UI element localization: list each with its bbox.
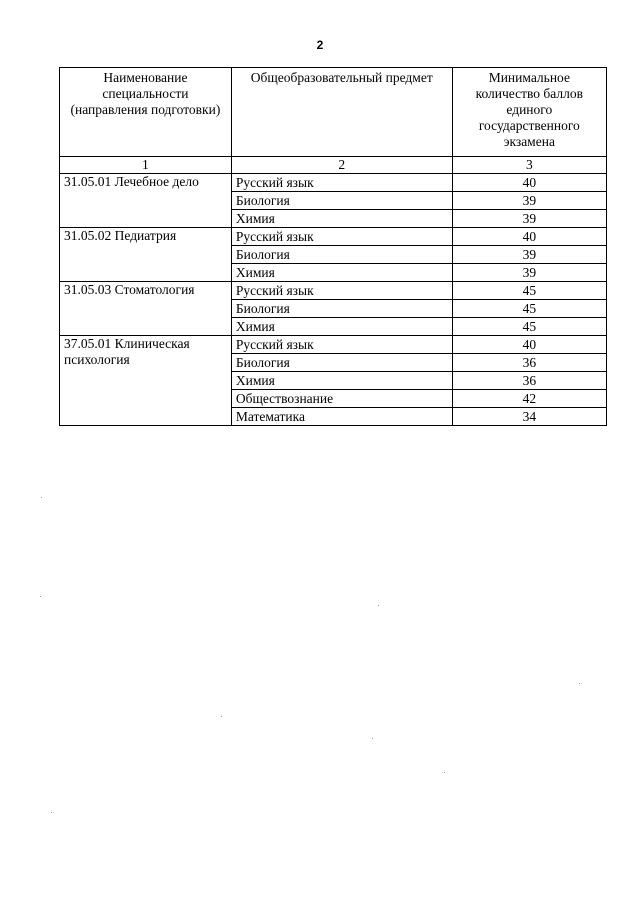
- page-number: 2: [316, 38, 324, 52]
- score-cell: 45: [452, 300, 606, 318]
- scan-speck: [41, 497, 42, 498]
- subject-cell: Математика: [231, 408, 452, 426]
- specialty-cell: 31.05.02 Педиатрия: [60, 228, 232, 282]
- subject-cell: Биология: [231, 354, 452, 372]
- score-cell: 45: [452, 282, 606, 300]
- subject-cell: Русский язык: [231, 282, 452, 300]
- column-number: 1: [60, 157, 232, 174]
- score-cell: 36: [452, 354, 606, 372]
- subject-cell: Русский язык: [231, 174, 452, 192]
- scan-speck: [444, 772, 445, 773]
- column-number: 3: [452, 157, 606, 174]
- column-number-row: [60, 157, 607, 174]
- scan-speck: [579, 683, 580, 684]
- score-cell: 36: [452, 372, 606, 390]
- subject-cell: Химия: [231, 264, 452, 282]
- scan-speck: [372, 738, 373, 739]
- score-cell: 39: [452, 192, 606, 210]
- subject-cell: Химия: [231, 372, 452, 390]
- score-cell: 39: [452, 210, 606, 228]
- column-number: 2: [231, 157, 452, 174]
- score-cell: 40: [452, 174, 606, 192]
- table-row: [60, 228, 607, 246]
- score-cell: 42: [452, 390, 606, 408]
- header-subject: Общеобразовательный предмет: [231, 68, 452, 157]
- specialty-cell: 31.05.01 Лечебное дело: [60, 174, 232, 228]
- score-cell: 34: [452, 408, 606, 426]
- subject-cell: Русский язык: [231, 228, 452, 246]
- table-header-row: [60, 68, 607, 157]
- subject-cell: Химия: [231, 210, 452, 228]
- subject-cell: Биология: [231, 192, 452, 210]
- header-specialty: Наименование специальности (направления подготовки): [60, 68, 232, 157]
- subject-cell: Обществознание: [231, 390, 452, 408]
- header-min-score: Минимальное количество баллов единого государственного экзамена: [452, 68, 606, 157]
- table-row: [60, 336, 607, 354]
- table-row: [60, 174, 607, 192]
- scan-speck: [378, 605, 379, 606]
- score-cell: 45: [452, 318, 606, 336]
- subject-cell: Биология: [231, 300, 452, 318]
- score-cell: 39: [452, 246, 606, 264]
- scan-speck: [221, 716, 222, 717]
- score-cell: 39: [452, 264, 606, 282]
- subject-cell: Химия: [231, 318, 452, 336]
- admission-scores-table: [59, 67, 607, 426]
- subject-cell: Русский язык: [231, 336, 452, 354]
- table-row: [60, 282, 607, 300]
- scan-speck: [40, 596, 41, 597]
- score-cell: 40: [452, 336, 606, 354]
- specialty-cell: 37.05.01 Клиническая психология: [60, 336, 232, 426]
- specialty-cell: 31.05.03 Стоматология: [60, 282, 232, 336]
- score-cell: 40: [452, 228, 606, 246]
- scan-speck: [51, 812, 52, 813]
- subject-cell: Биология: [231, 246, 452, 264]
